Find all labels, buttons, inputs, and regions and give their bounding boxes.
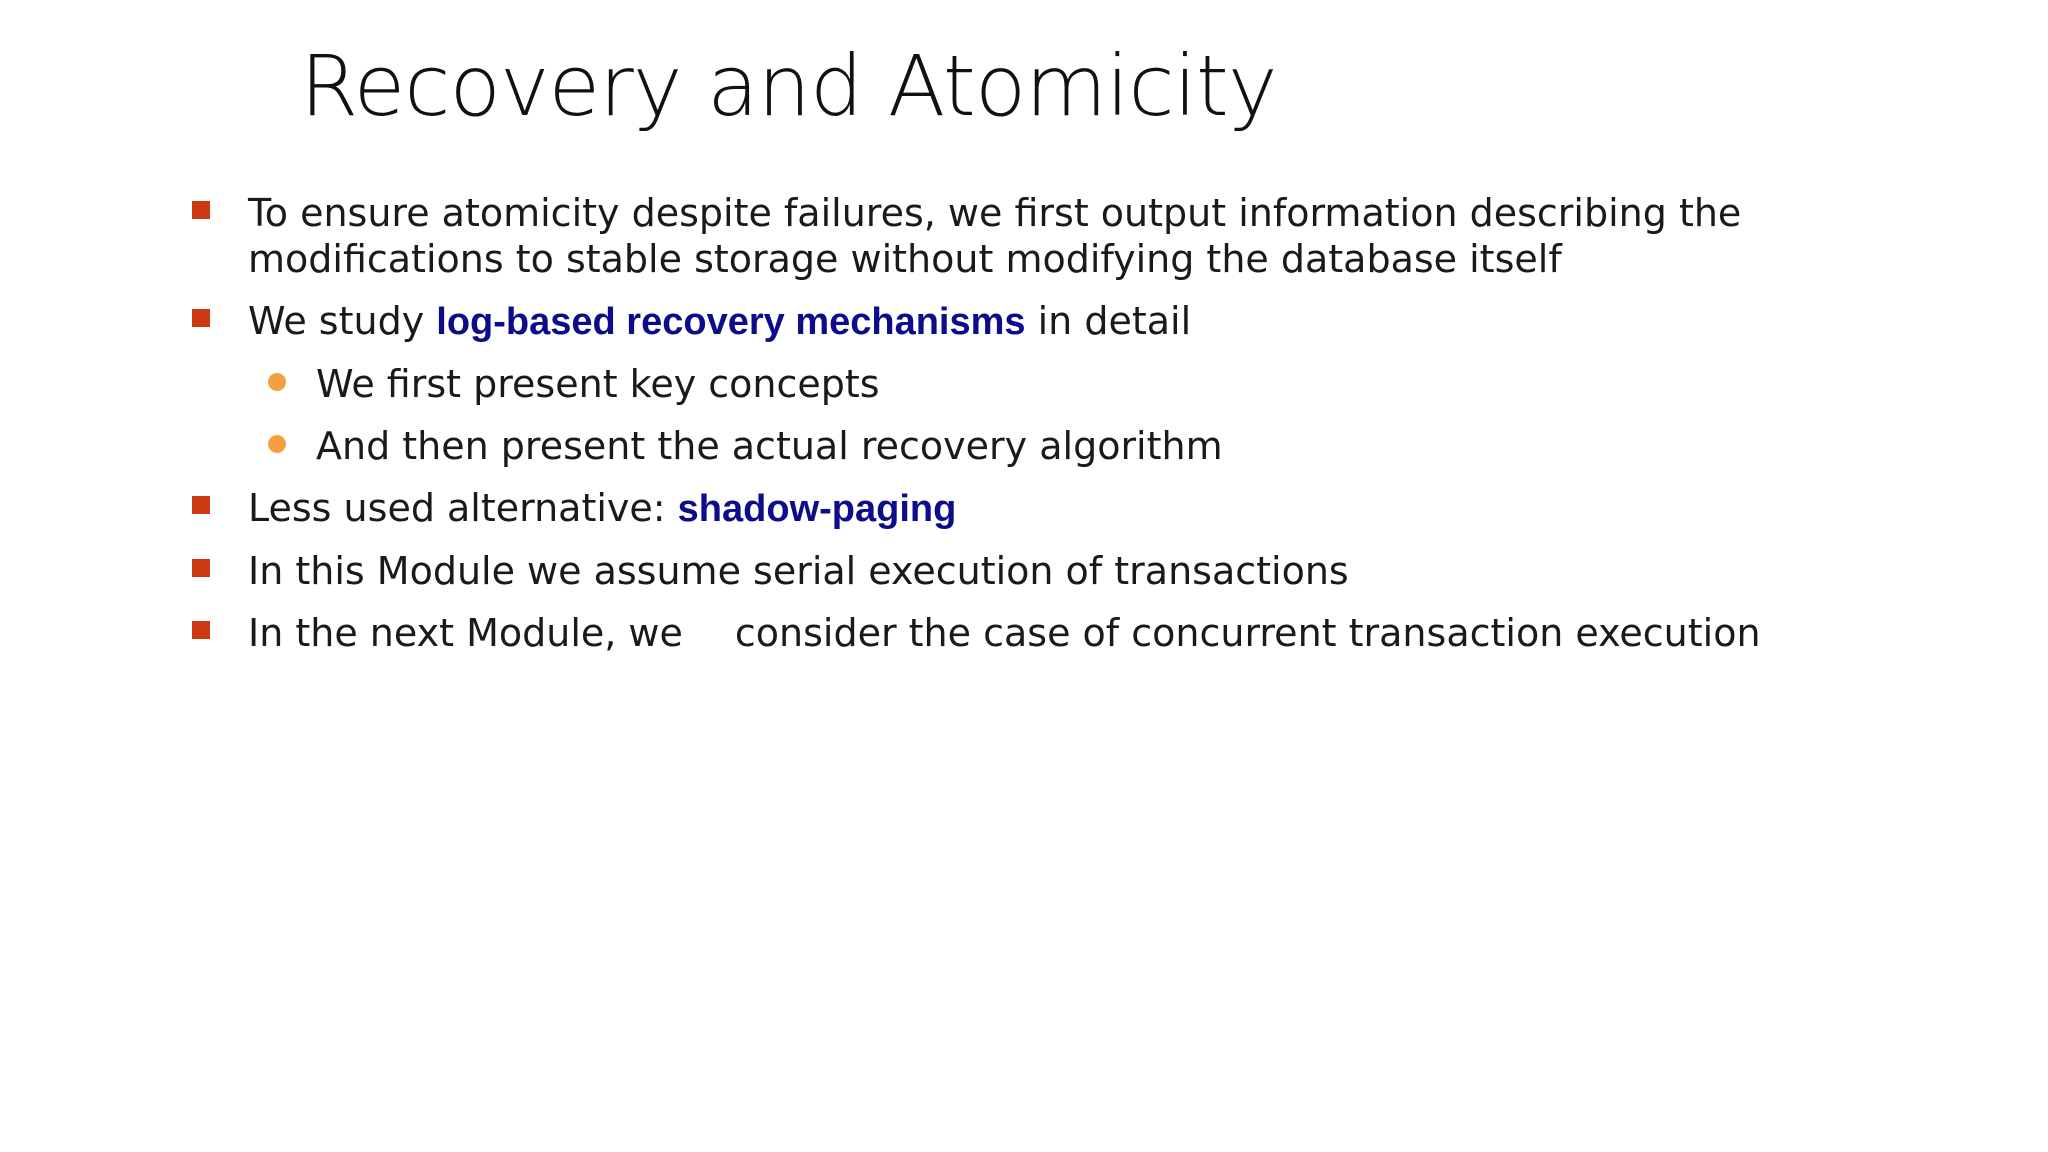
slide-title: Recovery and Atomicity — [300, 37, 1277, 135]
sub-bullet-item — [190, 423, 1990, 469]
square-bullet-icon — [192, 496, 210, 514]
bullet-item — [190, 190, 1990, 282]
square-bullet-icon — [192, 201, 210, 219]
bullet-text: consider the case of concurrent transaction execution — [734, 611, 1761, 655]
bullet-item — [190, 485, 1990, 532]
bullet-text: In this Module we assume serial execution of transactions — [248, 549, 1349, 593]
highlighted-term: log-based recovery mechanisms — [436, 301, 1026, 343]
square-bullet-icon — [192, 621, 210, 639]
bullet-item — [190, 298, 1990, 345]
highlighted-term: shadow-paging — [677, 488, 957, 530]
bullet-text: And then present the actual recovery algorithm — [316, 424, 1223, 468]
bullet-text: We study — [248, 299, 437, 343]
round-bullet-icon — [268, 373, 286, 391]
bullet-text: In the next Module, we — [248, 611, 683, 655]
bullet-text: Less used alternative: — [248, 486, 678, 530]
bullet-text-line: To ensure atomicity despite failures, we first output information describing the — [248, 191, 1742, 235]
bullet-item — [190, 548, 1990, 594]
square-bullet-icon — [192, 309, 210, 327]
bullet-text: in detail — [1025, 299, 1192, 343]
bullet-text-line: modifications to stable storage without modifying the database itself — [248, 237, 1562, 281]
round-bullet-icon — [268, 435, 286, 453]
bullet-text: We first present key concepts — [316, 362, 880, 406]
square-bullet-icon — [192, 559, 210, 577]
bullet-item — [190, 610, 1990, 656]
bullet-list — [190, 190, 1990, 672]
sub-bullet-item — [190, 361, 1990, 407]
